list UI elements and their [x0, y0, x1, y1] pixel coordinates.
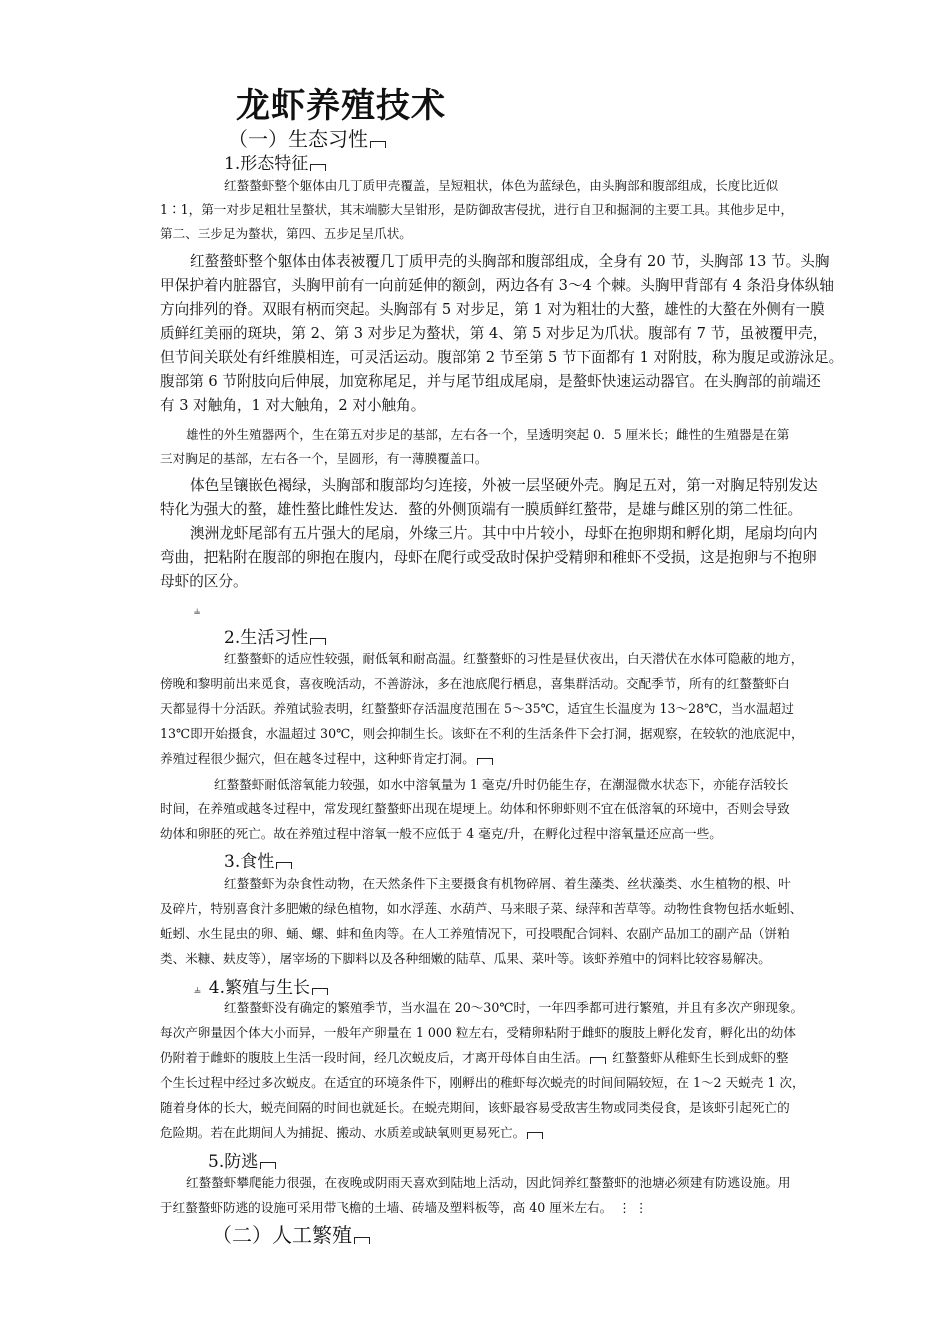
paragraph-line: [160, 747, 493, 771]
subheading-text: 5.防逃: [208, 1152, 259, 1172]
subheading-reproduction: [194, 973, 328, 998]
paragraph-line: 13℃即开始摄食，水温超过 30℃，则会抑制生长。该虾在不利的生活条件下会打洞，据观察，在较软的池底泥中，: [160, 726, 804, 741]
subheading-text: 3.食性: [224, 852, 275, 872]
subheading-escape-prevention: [208, 1147, 276, 1172]
subheading-text: 4.繁殖与生长: [208, 978, 311, 998]
paragraph-text: 危险期。若在此期间人为捕捉、搬动、水质差或缺氧则更易死亡。: [160, 1125, 526, 1140]
paragraph-line: 红螯螯虾的适应性较强，耐低氧和耐高温。红螯螯虾的习性是昼伏夜出，白天潜伏在水体可隐蔽的地方，: [224, 651, 804, 666]
section-heading-ecology: [228, 123, 386, 152]
paragraph-line: 红螯螯虾整个躯体由几丁质甲壳覆盖，呈短粗状，体色为蓝绿色，由头胸部和腹部组成，长度比近似: [224, 178, 779, 193]
paragraph-line: 雄性的外生殖器两个，生在第五对步足的基部，左右各一个，呈透明突起 0．5 厘米长；雌性的生殖器是在第: [186, 427, 790, 442]
anchor-marker-icon: ⫨: [194, 982, 201, 996]
paragraph-line: 蚯蚓、水生昆虫的卵、蛹、螺、蚌和鱼肉等。在人工养殖情况下，可投喂配合饲料、农副产品加工的副产品（饼粕: [160, 926, 790, 941]
paragraph-line: 红螯螯虾攀爬能力很强，在夜晚或阴雨天喜欢到陆地上活动，因此饲养红螯螯虾的池塘必须建有防逃设施。用: [186, 1175, 791, 1190]
paragraph-text: 养殖过程很少掘穴，但在越冬过程中，这种虾肯定打洞。: [160, 751, 475, 766]
paragraph-line: 质鲜红美丽的斑块，第 2、第 3 对步足为螯状，第 4、第 5 对步足为爪状。腹部有 7 节，虽被覆甲壳，: [160, 325, 828, 342]
paragraph-line: 红螯螯虾整个躯体由体表被覆几丁质甲壳的头胸部和腹部组成，全身有 20 节，头胸部 13 节。头胸: [190, 253, 830, 270]
paragraph-line: 体色呈镶嵌色褐绿，头胸部和腹部均匀连接，外被一层坚硬外壳。胸足五对，第一对胸足特别发达: [190, 477, 818, 494]
paragraph-mark-icon: [527, 1132, 543, 1139]
subheading-morphology: [224, 149, 326, 174]
subheading-habits: [224, 623, 326, 648]
paragraph-line: [160, 1121, 543, 1145]
ellipsis-marker-icon: ⋮ ⋮: [618, 1200, 648, 1215]
paragraph-line: 但节间关联处有纤维膜相连，可灵活运动。腹部第 2 节至第 5 节下面都有 1 对附肢，称为腹足或游泳足。: [160, 349, 844, 366]
paragraph-line: 澳洲龙虾尾部有五片强大的尾扇，外缘三片。其中中片较小，母虾在抱卵期和孵化期，尾扇均向内: [190, 525, 818, 542]
paragraph-mark-icon: [310, 638, 326, 645]
paragraph-line: 随着身体的长大，蜕壳间隔的时间也就延长。在蜕壳期间，该虾最容易受敌害生物或同类侵食，是该虾引起死亡的: [160, 1100, 790, 1115]
paragraph-text: 红螯螯虾从稚虾生长到成虾的整: [612, 1050, 789, 1065]
paragraph-line: 红螯螯虾没有确定的繁殖季节，当水温在 20～30℃时，一年四季都可进行繁殖，并且有多次产卵现象。: [224, 1000, 804, 1015]
paragraph-mark-icon: [276, 862, 292, 869]
paragraph-mark-icon: [354, 1237, 370, 1244]
paragraph-text: 于红螯螯虾防逃的设施可采用带飞檐的土墙、砖墙及塑料板等，高 40 厘米左右。: [160, 1200, 613, 1215]
document-title: 龙虾养殖技术: [236, 86, 446, 126]
paragraph-mark-icon: [590, 1057, 606, 1064]
paragraph-line: 幼体和卵胚的死亡。故在养殖过程中溶氧一般不应低于 4 毫克/升，在孵化过程中溶氧量还应高一些。: [160, 826, 722, 841]
section-heading-text: （二）人工繁殖: [212, 1223, 352, 1247]
subheading-text: 2.生活习性: [224, 628, 309, 648]
paragraph-line: 个生长过程中经过多次蜕皮。在适宜的环境条件下，刚孵出的稚虾每次蜕壳的时间间隔较短，在 1～2 天蜕壳 1 次，: [160, 1075, 805, 1090]
paragraph-mark-icon: [260, 1162, 276, 1169]
paragraph-line: 特化为强大的螯，雄性螯比雌性发达．螯的外侧顶端有一膜质鲜红螯带，是雄与雌区别的第二性征。: [160, 501, 803, 518]
paragraph-line: 甲保护着内脏器官，头胸甲前有一向前延伸的额剑，两边各有 3～4 个棘。头胸甲背部有 4 条沿身体纵轴: [160, 277, 834, 294]
paragraph-line: [160, 1196, 647, 1220]
paragraph-line: 天都显得十分活跃。养殖试验表明，红螯螯虾存活温度范围在 5～35℃，适宜生长温度为 13～28℃，当水温超过: [160, 701, 794, 716]
paragraph-text: 仍附着于雌虾的腹肢上生活一段时间，经几次蜕皮后，才离开母体自由生活。: [160, 1050, 589, 1065]
paragraph-line: 每次产卵量因个体大小而异，一般年产卵量在 1 000 粒左右，受精卵粘附于雌虾的腹肢上孵化发育，孵化出的幼体: [160, 1025, 796, 1040]
paragraph-line: 傍晚和黎明前出来觅食，喜夜晚活动，不善游泳，多在池底爬行栖息，喜集群活动。交配季节，所有的红螯螯虾白: [160, 676, 790, 691]
section-heading-text: （一）生态习性: [228, 127, 368, 151]
paragraph-line: 三对胸足的基部，左右各一个，呈圆形，有一薄膜覆盖口。: [160, 451, 488, 466]
paragraph-line: 及碎片，特别喜食汁多肥嫩的绿色植物，如水浮莲、水葫芦、马来眼子菜、绿萍和苦草等。动物性食物包括水蚯蚓、: [160, 901, 803, 916]
paragraph-mark-icon: [310, 164, 326, 171]
paragraph-line: 第二、三步足为螯状，第四、五步足呈爪状。: [160, 226, 412, 241]
paragraph-line: 类、米糠、麸皮等），屠宰场的下脚料以及各种细嫩的陆草、瓜果、菜叶等。该虾养殖中的饲料比较容易解决。: [160, 951, 771, 966]
paragraph-line: 弯曲，把粘附在腹部的卵抱在腹内，母虾在爬行或受敌时保护受精卵和稚虾不受损，这是抱卵与不抱卵: [160, 549, 817, 566]
paragraph-line: 方向排列的脊。双眼有柄而突起。头胸部有 5 对步足，第 1 对为粗壮的大螯，雄性的大螯在外侧有一膜: [160, 301, 825, 318]
paragraph-line: 红螯螯虾耐低溶氧能力较强，如水中溶氧量为 1 毫克/升时仍能生存，在潮湿微水状态下，亦能存活较长: [214, 777, 789, 792]
subheading-diet: [224, 847, 292, 872]
paragraph-mark-icon: [312, 988, 328, 995]
paragraph-line: 腹部第 6 节附肢向后伸展，加宽称尾足，并与尾节组成尾扇，是螯虾快速运动器官。在头胸部的前端还: [160, 373, 821, 390]
section-heading-artificial-breeding: [212, 1219, 370, 1248]
paragraph-line: 时间，在养殖或越冬过程中，常发现红螯螯虾出现在堤埂上。幼体和怀卵虾则不宜在低溶氧的环境中，否则会导致: [160, 801, 790, 816]
subheading-text: 1.形态特征: [224, 154, 309, 174]
paragraph-mark-icon: [370, 141, 386, 148]
paragraph-line: [160, 1046, 789, 1070]
anchor-marker-icon: ⫨: [194, 604, 201, 617]
paragraph-mark-icon: [477, 758, 493, 765]
paragraph-line: 1∶1，第一对步足粗壮呈螯状，其末端膨大呈钳形，是防御敌害侵扰，进行自卫和掘洞的主要工具。其他步足中，: [160, 202, 794, 217]
paragraph-line: 母虾的区分。: [160, 573, 248, 590]
paragraph-line: 红螯螯虾为杂食性动物，在天然条件下主要摄食有机物碎屑、着生藻类、丝状藻类、水生植物的根、叶: [224, 876, 791, 891]
paragraph-line: 有 3 对触角，1 对大触角，2 对小触角。: [160, 397, 426, 414]
